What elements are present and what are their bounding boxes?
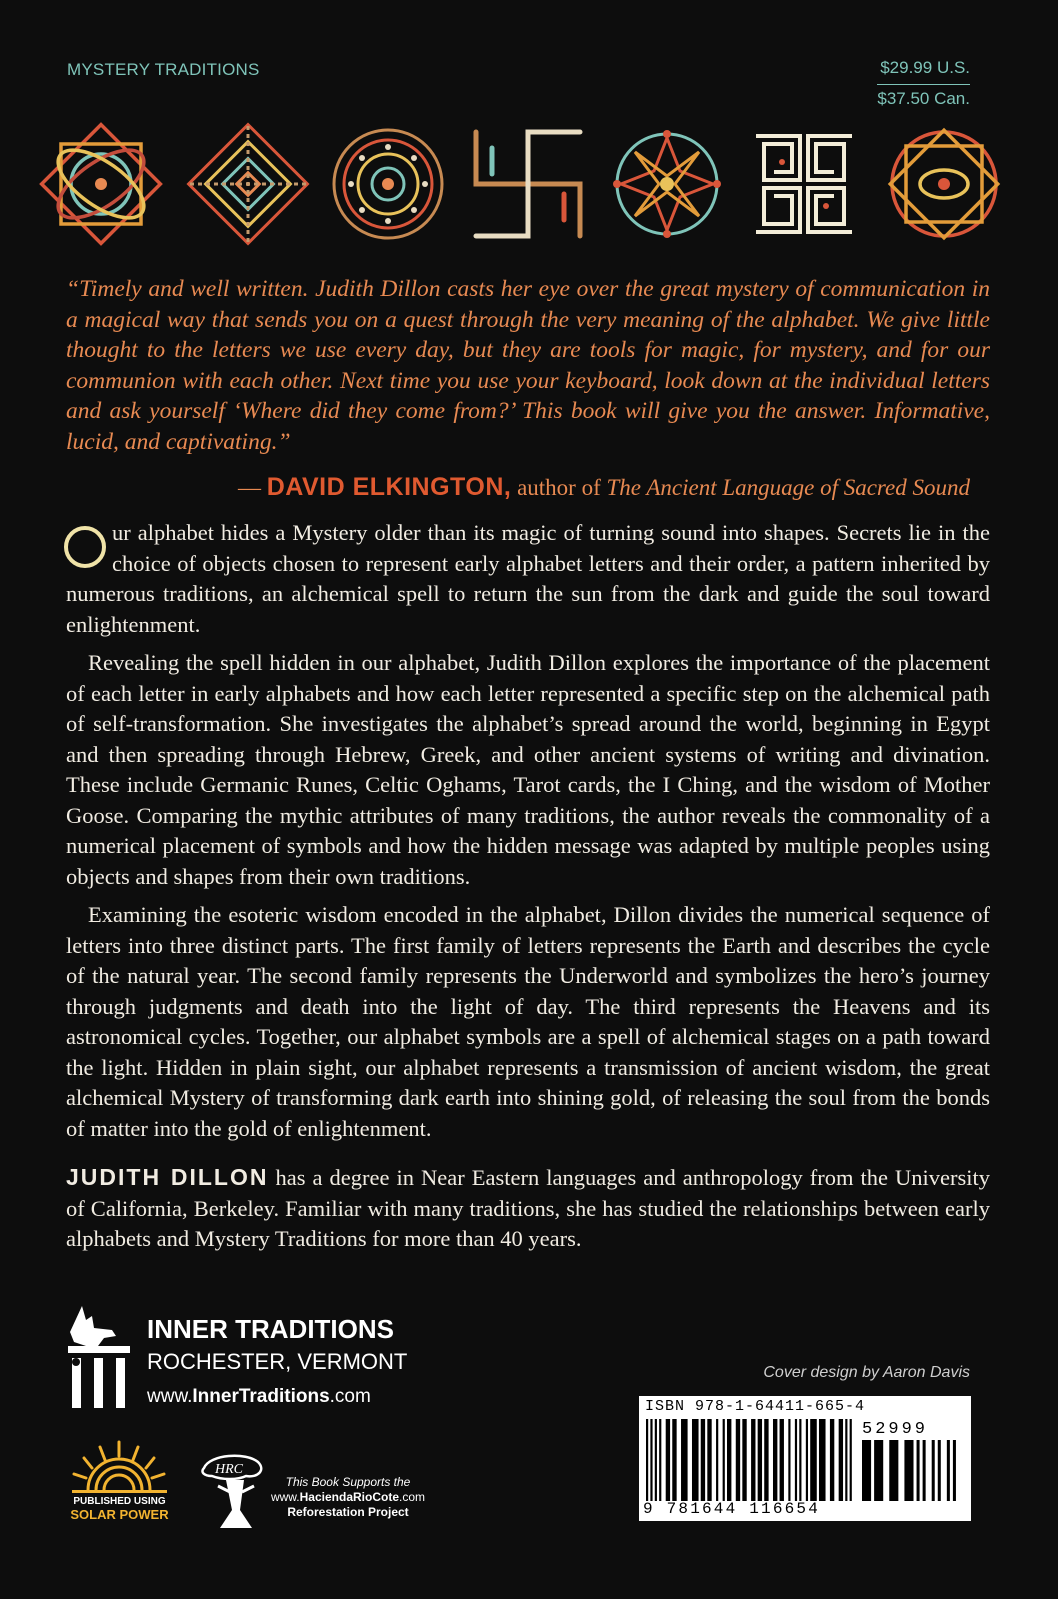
- barcode-bar: [938, 1440, 941, 1501]
- hrc-line-3: Reforestation Project: [287, 1505, 409, 1519]
- author-bio: [66, 1162, 990, 1255]
- price-us: $29.99 U.S.: [877, 58, 970, 85]
- sun-wheel-symbol: [42, 125, 161, 244]
- barcode-bar: [862, 1440, 871, 1501]
- barcode-bar: [932, 1440, 935, 1501]
- cover-design-credit: Cover design by Aaron Davis: [763, 1364, 970, 1381]
- hrc-url-prefix: www.: [270, 1490, 300, 1504]
- series-label: MYSTERY TRADITIONS: [67, 60, 260, 79]
- price-can: $37.50 Can.: [877, 89, 970, 108]
- barcode-bar: [904, 1440, 913, 1501]
- hrc-line-2[interactable]: [258, 1490, 438, 1505]
- anubis-logo-icon: [64, 1302, 134, 1412]
- barcode-bar: [764, 1419, 768, 1501]
- isbn-text: ISBN 978-1-64411-665-4: [645, 1398, 866, 1415]
- ean-digits: 9 781644 116654: [643, 1500, 821, 1518]
- barcode-bar: [850, 1419, 852, 1501]
- addon-barcode: [862, 1440, 962, 1501]
- solar-line-2: SOLAR POWER: [70, 1507, 169, 1522]
- barcode-bar: [806, 1419, 808, 1501]
- barcode-bar: [701, 1419, 705, 1501]
- barcode-bar: [751, 1419, 755, 1501]
- barcode-bar: [666, 1419, 670, 1501]
- url-domain: InnerTraditions: [192, 1386, 330, 1407]
- barcode-bar: [830, 1419, 834, 1501]
- barcode-bar: [780, 1419, 784, 1501]
- barcode-bar: [742, 1419, 746, 1501]
- barcode-bar: [795, 1419, 797, 1501]
- barcode-bar: [810, 1419, 817, 1501]
- hooked-cross-symbol: [476, 132, 580, 236]
- barcode-bar: [681, 1419, 688, 1501]
- barcode-bar: [692, 1419, 699, 1501]
- price-code-text: 52999: [862, 1420, 929, 1439]
- spiral-square-symbol: [756, 136, 852, 232]
- barcode-bar: [650, 1419, 652, 1501]
- barcode-bar: [758, 1419, 762, 1501]
- ean-barcode: [646, 1419, 854, 1501]
- barcode-bar: [889, 1440, 898, 1501]
- barcode-bar: [953, 1440, 956, 1501]
- barcode-bar: [727, 1419, 731, 1501]
- barcode-bar: [923, 1440, 926, 1501]
- barcode-bar: [723, 1419, 725, 1501]
- symbol-row: [36, 120, 1024, 250]
- description-paragraph-2: Revealing the spell hidden in our alphabet, Judith Dillon explores the importance of the placement of each letter in early alphabets and how each letter represented a specific step on the alchemical path of self-transformation. She investigates the alphabet’s spread around the world, beginning in Egypt and then spreading through Hebrew, Greek, and other ancient systems of writing and divination. These include Germanic Runes, Celtic Oghams, Tarot cards, the I Ching, and the wisdom of Mother Goose. Comparing the mythic attributes of many traditions, the author reveals the commonality of a numerical placement of symbols and how the hidden message was adapted by multiple peoples using objects and shapes from their own traditions.: [66, 650, 990, 889]
- quote-attribution: [238, 473, 970, 502]
- star-circle-symbol: [613, 130, 721, 238]
- diamond-symbol: [189, 125, 308, 244]
- barcode-bar: [917, 1440, 920, 1501]
- author-bio-text: has a degree in Near Eastern languages and anthropology from the University of California, Berkeley. Familiar with many traditions, she has studied the relationships between early alphabets and Mystery Traditions for more than 40 years.: [66, 1165, 990, 1251]
- attribution-dash: —: [237, 475, 267, 500]
- drop-cap-o: [64, 526, 106, 568]
- barcode-bar: [788, 1419, 790, 1501]
- barcode-bar: [672, 1419, 676, 1501]
- barcode-bar: [839, 1419, 843, 1501]
- barcode-bar: [646, 1419, 648, 1501]
- barcode-bar: [819, 1419, 826, 1501]
- barcode-bar: [707, 1419, 711, 1501]
- barcode-bar: [799, 1419, 801, 1501]
- hrc-url-suffix: .com: [399, 1490, 426, 1504]
- endorser-book-title: The Ancient Language of Sacred Sound: [606, 475, 970, 500]
- description-paragraph-3: Examining the esoteric wisdom encoded in the alphabet, Dillon divides the numerical sequence of letters into three distinct parts. The first family of letters represents the Earth and describes the cycle of the natural year. The second family represents the Underworld and symbolizes the hero’s journey through judgments and death into the light of day. The third represents the Heavens and its astronomical cycles. Together, our alphabet symbols are a spell of alchemical stages on a path toward the light. Hidden in plain sight, our alphabet represents a transmission of ancient wisdom, the great alchemical Mystery of transforming dark earth into shining gold, of releasing the soul from the bonds of matter into the gold of enlightenment.: [66, 902, 990, 1141]
- octagram-symbol: [890, 130, 997, 237]
- barcode-bar: [659, 1419, 661, 1501]
- publisher-name: INNER TRADITIONS: [147, 1314, 394, 1344]
- url-suffix: .com: [329, 1386, 371, 1407]
- barcode-bar: [773, 1419, 777, 1501]
- endorser-name: DAVID ELKINGTON,: [266, 473, 512, 501]
- hrc-url-domain: HaciendaRioCote: [299, 1490, 399, 1504]
- barcode-bar: [874, 1440, 883, 1501]
- solar-line-1: PUBLISHED USING: [73, 1496, 166, 1507]
- barcode-bar: [655, 1419, 657, 1501]
- publisher-city: ROCHESTER, VERMONT: [147, 1349, 408, 1374]
- paragraph-1-text: ur alphabet hides a Mystery older than its magic of turning sound into shapes. Secrets lie in the choice of objects chosen to represent early alphabet letters and their order, a pattern inherited by numerous traditions, an alchemical spell to return the sun from the dark and guide the soul toward enlightenment.: [66, 520, 990, 637]
- publisher-url[interactable]: [147, 1386, 371, 1408]
- barcode-bar: [947, 1440, 950, 1501]
- endorsement-quote: “Timely and well written. Judith Dillon casts her eye over the great mystery of communication in a magical way that sends you on a quest through the very meaning of the alphabet. We give little thought to the letters we use every day, but they are tools for magic, for mystery, and for our communion with each other. Next time you use your keyboard, look down at the individual letters and ask yourself ‘Where did they come from?’ This book will give you the answer. Informative, lucid, and captivating.”: [66, 276, 990, 455]
- author-name: JUDITH DILLON: [66, 1164, 269, 1190]
- price-block: [877, 58, 970, 109]
- hrc-line-1: This Book Supports the: [285, 1475, 411, 1489]
- mandala-symbol: [334, 130, 442, 238]
- url-prefix: www.: [147, 1386, 193, 1407]
- hrc-support-text: [258, 1475, 438, 1520]
- barcode-bar: [845, 1419, 847, 1501]
- author-of-text: author of: [511, 475, 607, 500]
- description-paragraph-1: [66, 518, 990, 640]
- barcode-bar: [716, 1419, 718, 1501]
- hrc-logo-text: HRC: [215, 1462, 243, 1477]
- barcode-bar: [736, 1419, 740, 1501]
